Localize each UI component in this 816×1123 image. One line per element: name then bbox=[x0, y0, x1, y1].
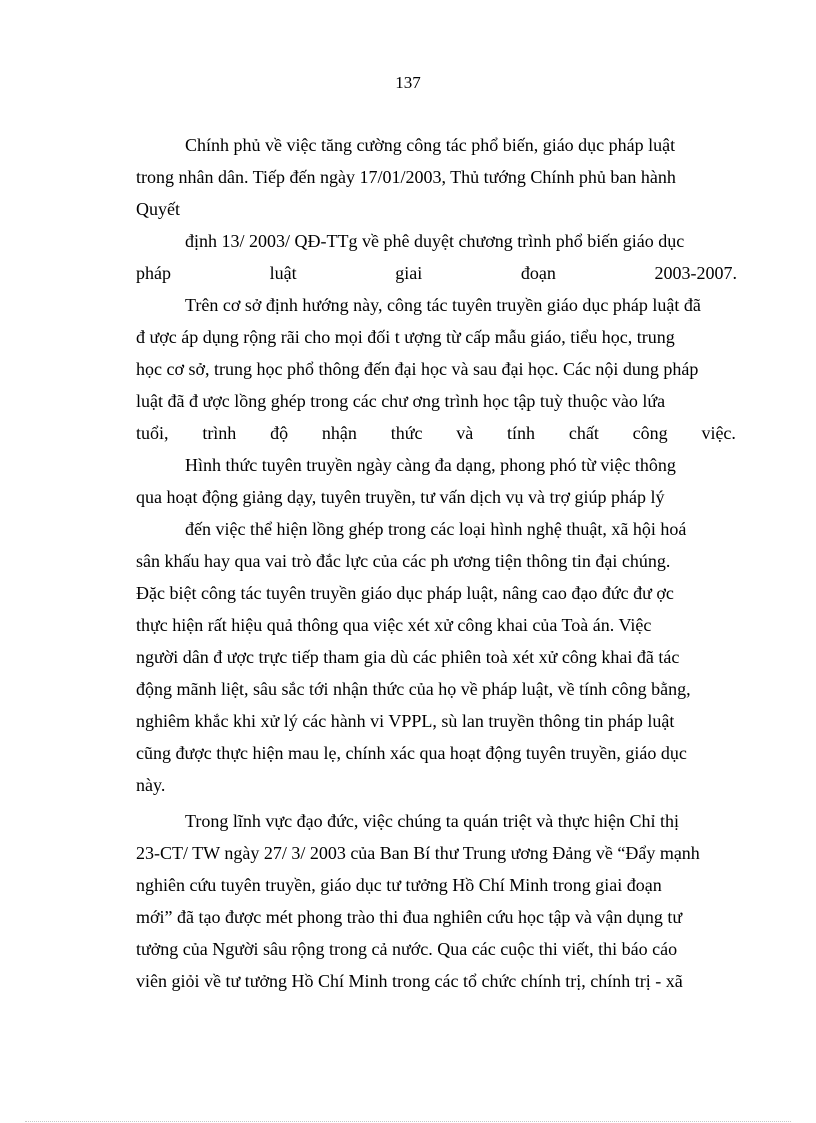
text-line: Quyết bbox=[136, 199, 180, 219]
text-line: người dân đ ược trực tiếp tham gia dù các phiên toà xét xử công khai đã tác bbox=[136, 647, 680, 667]
text-line: cũng được thực hiện mau lẹ, chính xác qua hoạt động tuyên truyền, giáo dục bbox=[136, 743, 687, 763]
text-line: động mãnh liệt, sâu sắc tới nhận thức của họ về pháp luật, về tính công bằng, bbox=[136, 679, 691, 699]
spread-word: công bbox=[632, 423, 668, 443]
text-line: tưởng của Người sâu rộng trong cả nước. Qua các cuộc thi viết, thi báo cáo bbox=[136, 939, 678, 959]
spread-word: và bbox=[456, 423, 474, 443]
spread-word: độ bbox=[270, 423, 289, 443]
spread-word: nhận bbox=[321, 423, 357, 443]
spread-word: việc. bbox=[701, 423, 736, 443]
text-line: định 13/ 2003/ QĐ-TTg về phê duyệt chương trình phổ biến giáo dục bbox=[185, 231, 685, 251]
text-line: nghiêm khắc khi xử lý các hành vi VPPL, sù lan truyền thông tin pháp luật bbox=[136, 711, 675, 731]
spread-word: đoạn bbox=[520, 263, 556, 283]
spread-word: thức bbox=[390, 423, 423, 443]
text-line: Hình thức tuyên truyền ngày càng đa dạng, phong phó từ việc thông bbox=[185, 455, 676, 475]
spread-word: pháp bbox=[136, 263, 171, 283]
spread-word: giai bbox=[395, 263, 423, 283]
text-line: sân khấu hay qua vai trò đắc lực của các ph ương tiện thông tin đại chúng. bbox=[136, 551, 671, 571]
text-line: viên giỏi về tư tưởng Hồ Chí Minh trong các tổ chức chính trị, chính trị - xã bbox=[136, 971, 683, 991]
text-line: đến việc thể hiện lồng ghép trong các loại hình nghệ thuật, xã hội hoá bbox=[185, 519, 687, 539]
spread-word: chất bbox=[568, 423, 599, 443]
text-line: qua hoạt động giảng dạy, tuyên truyền, tư vấn dịch vụ và trợ giúp pháp lý bbox=[136, 487, 665, 507]
text-line: học cơ sở, trung học phổ thông đến đại học và sau đại học. Các nội dung pháp bbox=[136, 359, 699, 379]
spread-word: luật bbox=[269, 263, 297, 283]
text-line: thực hiện rất hiệu quả thông qua việc xét xử công khai của Toà án. Việc bbox=[136, 615, 652, 635]
spread-word: 2003-2007. bbox=[654, 263, 737, 283]
spread-word: tuổi, bbox=[136, 423, 169, 443]
text-line: 23-CT/ TW ngày 27/ 3/ 2003 của Ban Bí thư Trung ương Đảng về “Đẩy mạnh bbox=[136, 843, 700, 863]
text-line: Trong lĩnh vực đạo đức, việc chúng ta quán triệt và thực hiện Chỉ thị bbox=[185, 811, 680, 831]
text-line: Trên cơ sở định hướng này, công tác tuyên truyền giáo dục pháp luật đã bbox=[185, 295, 701, 315]
text-line: trong nhân dân. Tiếp đến ngày 17/01/2003, Thủ tướng Chính phủ ban hành bbox=[136, 167, 676, 187]
spread-text-line bbox=[136, 421, 736, 445]
page-bottom-divider bbox=[25, 1121, 791, 1122]
spread-word: tính bbox=[507, 423, 536, 443]
spread-word: trình bbox=[202, 423, 237, 443]
text-line: mới” đã tạo được mét phong trào thi đua nghiên cứu học tập và vận dụng tư bbox=[136, 907, 683, 927]
text-line: Đặc biệt công tác tuyên truyền giáo dục pháp luật, nâng cao đạo đức đư ợc bbox=[136, 583, 674, 603]
page-number: 137 bbox=[395, 73, 421, 92]
text-line: này. bbox=[136, 775, 166, 795]
text-line: Chính phủ về việc tăng cường công tác phổ biến, giáo dục pháp luật bbox=[185, 135, 676, 155]
text-line: đ ược áp dụng rộng rãi cho mọi đối t ượng từ cấp mẫu giáo, tiểu học, trung bbox=[136, 327, 675, 347]
spread-text-line bbox=[136, 261, 737, 285]
text-line: luật đã đ ược lồng ghép trong các chư ơng trình học tập tuỳ thuộc vào lứa bbox=[136, 391, 666, 411]
text-line: nghiên cứu tuyên truyền, giáo dục tư tưởng Hồ Chí Minh trong giai đoạn bbox=[136, 875, 662, 895]
